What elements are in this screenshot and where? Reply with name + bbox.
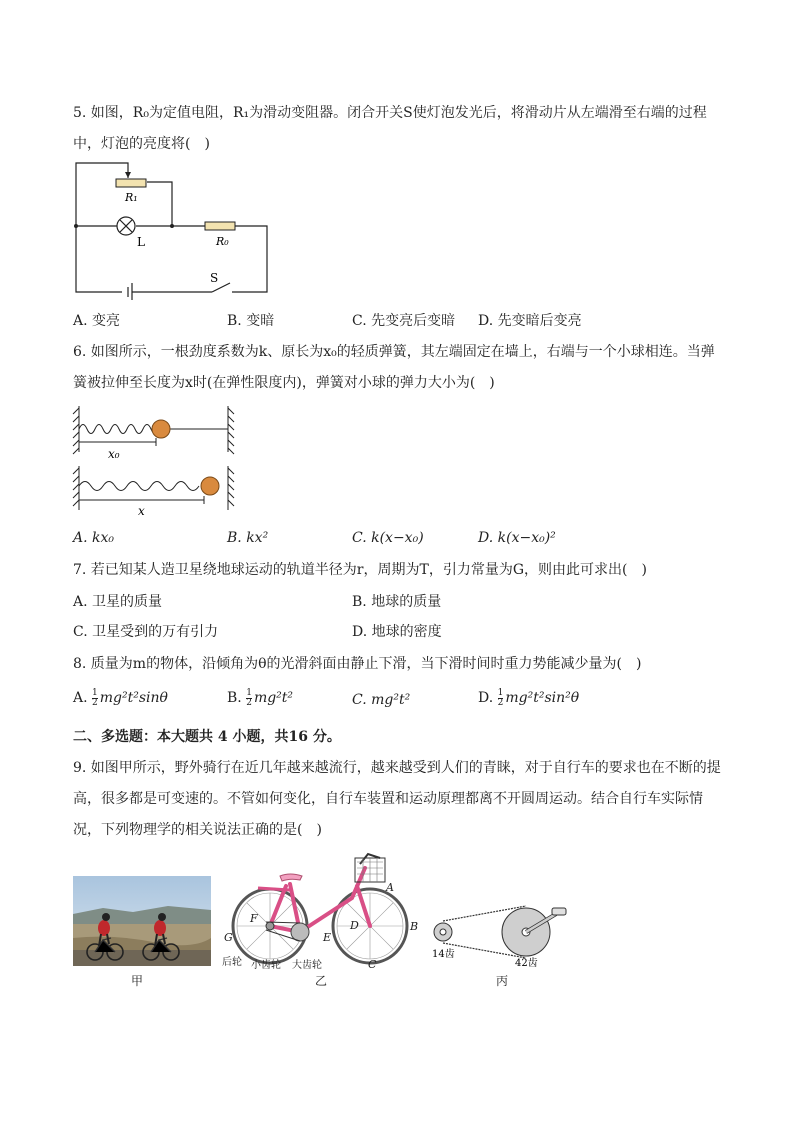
q6-stem-line1: 6. 如图所示，一根劲度系数为k、原长为x₀的轻质弹簧，其左端固定在墙上，右端与一个小球相连。当弹 (73, 344, 715, 360)
q8-option-a-expr: mg²t²sinθ (99, 690, 168, 706)
q6-option-b[interactable]: B. kx² (227, 530, 269, 546)
one-half-fraction: $\frac{1}{2}$ (497, 687, 504, 708)
caption-yi: 乙 (315, 974, 328, 988)
q9-stem-line3: 况，下列物理学的相关说法正确的是( ) (73, 822, 322, 838)
bike-label-b: B (410, 920, 419, 933)
bike-label-e: E (323, 931, 332, 944)
q9-stem-line1: 9. 如图甲所示，野外骑行在近几年越来越流行，越来越受到人们的青睐，对于自行车的要求也在不断的提 (73, 760, 721, 776)
x0-label: x₀ (108, 447, 120, 461)
q8-option-d-letter: D. (478, 690, 494, 706)
q7-stem: 7. 若已知某人造卫星绕地球运动的轨道半径为r，周期为T，引力常量为G，则由此可求出( ) (73, 562, 647, 578)
q8-option-c[interactable]: C. mg²t² (352, 692, 411, 708)
q7-option-b[interactable]: B. 地球的质量 (352, 594, 442, 610)
q8-stem: 8. 质量为m的物体，沿倾角为θ的光滑斜面由静止下滑，当下滑时间时重力势能减少量为( ) (73, 656, 642, 672)
bike-label-a: A (386, 881, 394, 894)
q6-option-c[interactable]: C. k(x−x₀) (352, 530, 424, 546)
one-half-fraction: $\frac{1}{2}$ (246, 687, 252, 708)
q8-option-d[interactable] (478, 688, 579, 708)
one-half-fraction: $\frac{1}{2}$ (92, 687, 98, 708)
big-gear-teeth-label: 42齿 (515, 958, 538, 969)
small-gear-label: 小齿轮 (251, 960, 281, 971)
q7-option-a[interactable]: A. 卫星的质量 (73, 594, 163, 610)
q8-option-d-expr: mg²t²sin²θ (505, 690, 580, 706)
q8-option-a-letter: A. (73, 690, 88, 706)
big-gear-label: 大齿轮 (292, 960, 322, 971)
bicycle-diagram (220, 848, 425, 976)
x-label: x (138, 504, 145, 518)
q6-stem-line2: 簧被拉伸至长度为x时(在弹性限度内)，弹簧对小球的弹力大小为( ) (73, 375, 495, 391)
caption-jia: 甲 (131, 974, 144, 988)
rear-wheel-label: 后轮 (222, 957, 242, 968)
q5-option-b[interactable]: B. 变暗 (227, 313, 275, 329)
cyclists-photo (73, 876, 211, 966)
q8-option-a[interactable] (73, 688, 168, 708)
q6-option-a[interactable]: A. kx₀ (73, 530, 115, 546)
q6-option-d[interactable]: D. k(x−x₀)² (478, 530, 556, 546)
gear-chain-diagram (428, 900, 578, 970)
q7-option-d[interactable]: D. 地球的密度 (352, 624, 442, 640)
bike-label-f: F (250, 912, 258, 925)
q5-stem-line2: 中，灯泡的亮度将( ) (73, 136, 210, 152)
q6-spring-diagram (70, 402, 240, 520)
q9-stem-line2: 高，很多都是可变速的。不管如何变化，自行车装置和运动原理都离不开圆周运动。结合自行车实际情 (73, 791, 703, 807)
q5-stem-line1: 5. 如图，R₀为定值电阻，R₁为滑动变阻器。闭合开关S使灯泡发光后，将滑动片从左端滑至右端的过程 (73, 105, 707, 121)
r0-label: R₀ (216, 235, 229, 248)
q7-option-c[interactable]: C. 卫星受到的万有引力 (73, 624, 219, 640)
bike-label-d: D (350, 919, 359, 932)
lamp-label: L (137, 235, 145, 249)
switch-label: S (210, 271, 219, 285)
q5-option-a[interactable]: A. 变亮 (73, 313, 121, 329)
q5-circuit-diagram (70, 158, 275, 300)
q8-option-b-letter: B. (227, 690, 242, 706)
bike-label-g: G (224, 931, 233, 944)
q8-option-b-expr: mg²t² (253, 690, 294, 706)
q5-option-d[interactable]: D. 先变暗后变亮 (478, 313, 582, 329)
q8-option-b[interactable] (227, 688, 293, 708)
section-heading: 二、多选题：本大题共 4 小题，共16 分。 (73, 729, 341, 745)
bike-label-c: C (368, 958, 377, 971)
small-gear-teeth-label: 14齿 (432, 949, 455, 960)
q5-option-c[interactable]: C. 先变亮后变暗 (352, 313, 456, 329)
r1-label: R₁ (125, 191, 138, 204)
caption-bing: 丙 (496, 974, 509, 988)
